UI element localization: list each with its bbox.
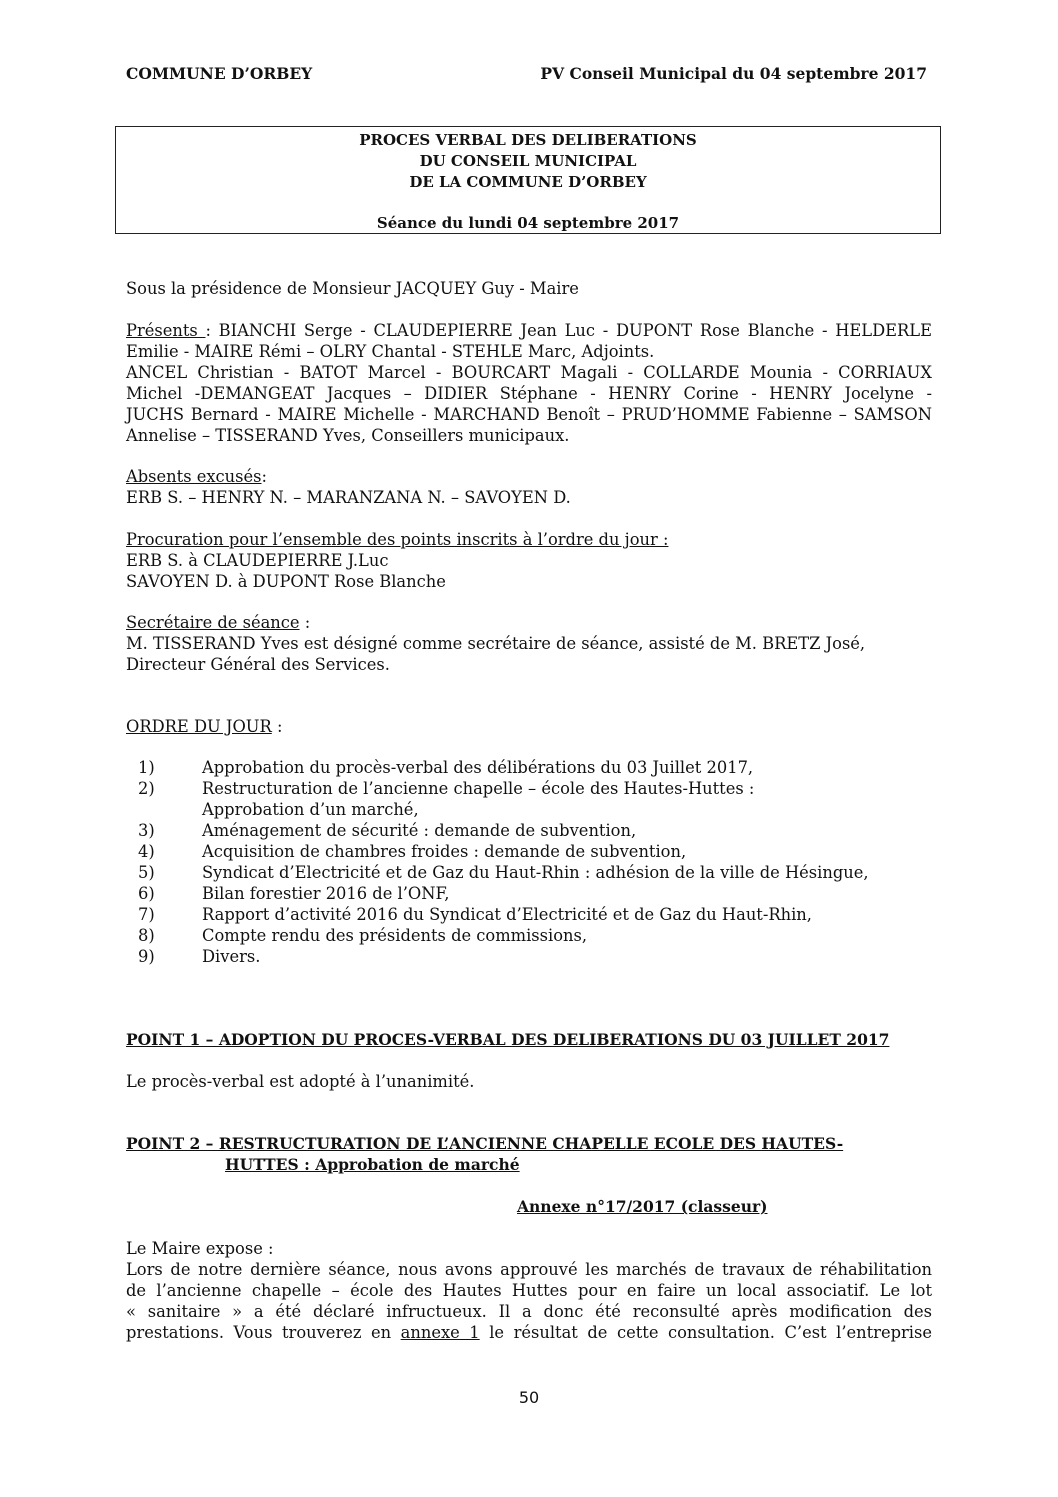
agenda-num: 5) — [138, 863, 155, 882]
agenda-item: Bilan forestier 2016 de l’ONF, — [202, 884, 450, 903]
point-2-title-cont: HUTTES : Approbation de marché — [225, 1155, 520, 1174]
point-1-text: Le procès-verbal est adopté à l’unanimité. — [126, 1072, 475, 1091]
ordre-du-jour-heading: ORDRE DU JOUR : — [126, 717, 283, 736]
title-box — [115, 126, 941, 234]
secretaire-heading: Secrétaire de séance : — [126, 613, 311, 632]
page-number: 50 — [518, 1388, 540, 1407]
body-line-4: prestations. Vous trouverez en annexe 1 le résultat de cette consultation. C’est l’entreprise — [126, 1323, 933, 1342]
body-line-2: de l’ancienne chapelle – école des Hautes Huttes pour en faire un local associatif. Le lot — [126, 1281, 932, 1300]
presents-line-3: ANCEL Christian - BATOT Marcel - BOURCART Magali - COLLARDE Mounia - CORRIAUX — [126, 363, 932, 382]
presidence: Sous la présidence de Monsieur JACQUEY Guy - Maire — [126, 279, 579, 298]
seance-date: Séance du lundi 04 septembre 2017 — [376, 214, 680, 232]
presents-line-5: JUCHS Bernard - MAIRE Michelle - MARCHAND Benoît – PRUD’HOMME Fabienne – SAMSON — [126, 405, 932, 424]
agenda-item: Acquisition de chambres froides : demande de subvention, — [202, 842, 687, 861]
body-line-1: Lors de notre dernière séance, nous avons approuvé les marchés de travaux de réhabilitation — [126, 1260, 932, 1279]
presents-label: Présents — [126, 321, 206, 340]
annexe-1-link: annexe 1 — [400, 1323, 480, 1342]
agenda-num: 8) — [138, 926, 155, 945]
agenda-num: 6) — [138, 884, 155, 903]
agenda-item: Divers. — [202, 947, 261, 966]
procuration-line-2: SAVOYEN D. à DUPONT Rose Blanche — [126, 572, 446, 591]
presents-line-4: Michel -DEMANGEAT Jacques – DIDIER Stéphane - HENRY Corine - HENRY Jocelyne - — [126, 384, 932, 403]
agenda-item: Syndicat d’Electricité et de Gaz du Haut-Rhin : adhésion de la ville de Hésingue, — [202, 863, 869, 882]
title-line-1: PROCES VERBAL DES DELIBERATIONS — [359, 131, 697, 149]
agenda-item: Approbation du procès-verbal des délibérations du 03 Juillet 2017, — [202, 758, 754, 777]
agenda-item-continuation: Approbation d’un marché, — [202, 800, 419, 819]
header-pv-date: PV Conseil Municipal du 04 septembre 2017 — [540, 64, 927, 83]
agenda-num: 4) — [138, 842, 155, 861]
agenda-num: 3) — [138, 821, 155, 840]
agenda-item: Rapport d’activité 2016 du Syndicat d’Electricité et de Gaz du Haut-Rhin, — [202, 905, 812, 924]
agenda-item: Restructuration de l’ancienne chapelle – école des Hautes-Huttes : — [202, 779, 755, 798]
presents-line-2: Emilie - MAIRE Rémi – OLRY Chantal - STEHLE Marc, Adjoints. — [126, 342, 655, 361]
agenda-item: Compte rendu des présidents de commissions, — [202, 926, 588, 945]
agenda-num: 1) — [138, 758, 155, 777]
title-line-3: DE LA COMMUNE D’ORBEY — [409, 173, 647, 191]
body-line-3: « sanitaire » a été déclaré infructueux. Il a donc été reconsulté après modification des — [126, 1302, 932, 1321]
point-2-title: POINT 2 – RESTRUCTURATION DE L’ANCIENNE CHAPELLE ECOLE DES HAUTES- — [126, 1134, 844, 1153]
agenda-num: 2) — [138, 779, 155, 798]
agenda-item: Aménagement de sécurité : demande de subvention, — [202, 821, 637, 840]
secretaire-line-2: Directeur Général des Services. — [126, 655, 390, 674]
presents-line-1: Présents : BIANCHI Serge - CLAUDEPIERRE Jean Luc - DUPONT Rose Blanche - HELDERLE — [126, 321, 932, 340]
absents-heading: Absents excusés: — [126, 467, 267, 486]
maire-expose: Le Maire expose : — [126, 1239, 274, 1258]
header-commune: COMMUNE D’ORBEY — [126, 64, 313, 83]
procuration-heading: Procuration pour l’ensemble des points inscrits à l’ordre du jour : — [126, 530, 669, 549]
secretaire-line-1: M. TISSERAND Yves est désigné comme secrétaire de séance, assisté de M. BRETZ José, — [126, 634, 866, 653]
absents-names: ERB S. – HENRY N. – MARANZANA N. – SAVOYEN D. — [126, 488, 571, 507]
title-line-2: DU CONSEIL MUNICIPAL — [419, 152, 637, 170]
point-1-title: POINT 1 – ADOPTION DU PROCES-VERBAL DES DELIBERATIONS DU 03 JUILLET 2017 — [126, 1030, 890, 1049]
procuration-line-1: ERB S. à CLAUDEPIERRE J.Luc — [126, 551, 389, 570]
agenda-num: 9) — [138, 947, 155, 966]
agenda-num: 7) — [138, 905, 155, 924]
annexe-ref: Annexe n°17/2017 (classeur) — [517, 1197, 768, 1216]
presents-line-6: Annelise – TISSERAND Yves, Conseillers municipaux. — [126, 426, 570, 445]
